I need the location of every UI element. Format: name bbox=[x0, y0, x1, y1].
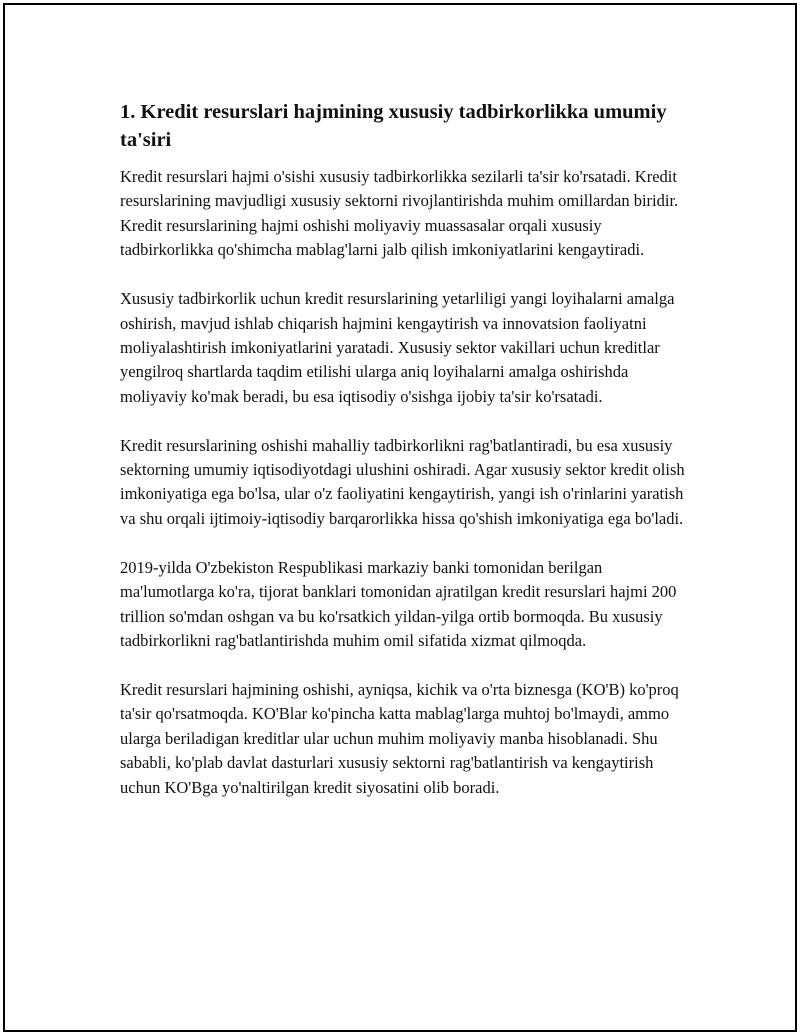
paragraph: Xususiy tadbirkorlik uchun kredit resurslarining yetarliligi yangi loyihalarni amalga oshirish, mavjud ishlab chiqarish hajmini kengaytirish va innovatsion faoliyatni moliyalashtirish imkoniyatlarini yaratadi. Xususiy sektor vakillari uchun kreditlar yengilroq shartlarda taqdim etilishi ularga aniq loyihalarni amalga oshirishda moliyaviy ko'mak beradi, bu esa iqtisodiy o'sishga ijobiy ta'sir ko'rsatadi. bbox=[120, 289, 675, 406]
paragraph: Kredit resurslari hajmining oshishi, ayniqsa, kichik va o'rta biznesga (KO'B) ko'proq ta'sir qo'rsatmoqda. KO'Blar ko'pincha katta mablag'larga muhtoj bo'lmaydi, ammo ularga beriladigan kreditlar ular uchun muhim moliyaviy manba hisoblanadi. Shu sababli, ko'plab davlat dasturlari xususiy sektorni rag'batlantirish va kengaytirish uchun KO'Bga yo'naltirilgan kredit siyosatini olib boradi. bbox=[120, 679, 679, 797]
paragraph: Kredit resurslari hajmi o'sishi xususiy tadbirkorlikka sezilarli ta'sir ko'rsatadi. Kredit resurslarining mavjudligi xususiy sektorni rivojlantirishda muhim omillardan biridir. Kredit resurslarining hajmi oshishi moliyaviy muassasalar orqali xususiy tadbirkorlikka qo'shimcha mablag'larni jalb qilish imkoniyatlarini kengaytiradi. bbox=[120, 167, 679, 260]
document-body bbox=[120, 98, 690, 824]
section-heading: 1. Kredit resurslari hajmining xususiy tadbirkorlikka umumiy ta'siri bbox=[120, 101, 667, 151]
paragraph: Kredit resurslarining oshishi mahalliy tadbirkorlikni rag'batlantiradi, bu esa xususiy sektorning umumiy iqtisodiyotdagi ulushini oshiradi. Agar xususiy sektor kredit olish imkoniyatiga ega bo'lsa, ular o'z faoliyatini kengaytirish, yangi ish o'rinlarini yaratish va shu orqali ijtimoiy-iqtisodiy barqarorlikka hissa qo'shish imkoniyatiga ega bo'ladi. bbox=[120, 435, 685, 528]
document-page bbox=[3, 3, 797, 1032]
paragraph: 2019-yilda O'zbekiston Respublikasi markaziy banki tomonidan berilgan ma'lumotlarga ko'ra, tijorat banklari tomonidan ajratilgan kredit resurslari hajmi 200 trillion so'mdan oshgan va bu ko'rsatkich yildan-yilga ortib bormoqda. Bu xususiy tadbirkorlikni rag'batlantirishda muhim omil sifatida xizmat qilmoqda. bbox=[120, 557, 677, 650]
